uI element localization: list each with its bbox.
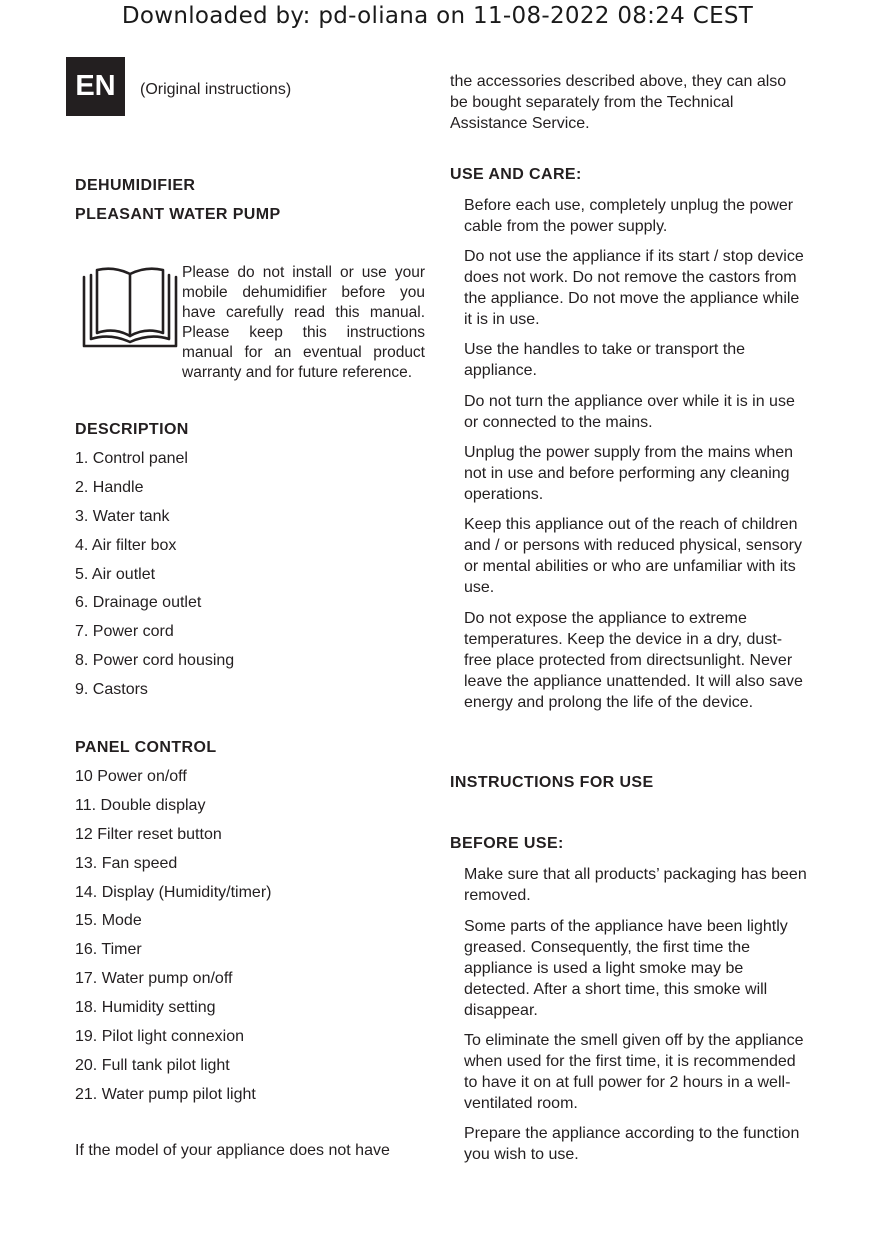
list-item: 17. Water pump on/off [75, 970, 233, 988]
intro-warning-text: Please do not install or use your mobile dehumidifier before you have carefully read this manual. Please keep this instructions manual for an eventual product warranty and for future reference. [182, 264, 425, 381]
list-item: 8. Power cord housing [75, 652, 235, 670]
list-item: 12 Filter reset button [75, 825, 222, 843]
list-item: 6. Drainage outlet [75, 594, 202, 612]
list-item: 11. Double display [75, 796, 206, 814]
instructions-for-use-heading: INSTRUCTIONS FOR USE [450, 774, 654, 791]
accessories-note-start: If the model of your appliance does not have [75, 1142, 390, 1159]
product-name-line2: PLEASANT WATER PUMP [75, 206, 281, 223]
download-watermark: Downloaded by: pd-oliana on 11-08-2022 08:24 CEST [121, 3, 754, 29]
list-item: 20. Full tank pilot light [75, 1056, 230, 1074]
use-care-paragraph: Before each use, completely unplug the power cable from the power supply. [464, 197, 794, 235]
panel-control-heading: PANEL CONTROL [75, 739, 217, 756]
list-item: 16. Timer [75, 941, 142, 959]
use-care-paragraph: Do not turn the appliance over while it is in use or connected to the mains. [464, 393, 795, 431]
use-care-paragraph: Keep this appliance out of the reach of children and / or persons with reduced physical, sensory or mental abilities or who are unfamiliar with its use. [464, 516, 802, 596]
use-care-paragraph: Do not use the appliance if its start / stop device does not work. Do not remove the castors from the appliance. Do not move the appliance while it is in use. [464, 248, 804, 328]
list-item: 13. Fan speed [75, 854, 178, 872]
use-care-paragraph: Unplug the power supply from the mains when not in use and before performing any cleaning operations. [464, 444, 794, 503]
before-use-paragraph: Prepare the appliance according to the function you wish to use. [464, 1125, 800, 1163]
before-use-paragraph: Some parts of the appliance have been lightly greased. Consequently, the first time the appliance is used a light smoke may be detected. After a short time, this smoke will disappear. [464, 918, 788, 1019]
before-use-paragraph: Make sure that all products’ packaging has been removed. [464, 866, 807, 904]
use-care-paragraph: Do not expose the appliance to extreme temperatures. Keep the device in a dry, dust-free place protected from directsunlight. Never leave the appliance unattended. It will also save energy and prolong the life of the device. [464, 610, 803, 711]
description-list [75, 449, 234, 709]
use-care-paragraph: Use the handles to take or transport the appliance. [464, 341, 746, 379]
list-item: 21. Water pump pilot light [75, 1085, 256, 1103]
description-heading: DESCRIPTION [75, 421, 189, 438]
panel-control-list [75, 767, 271, 1114]
list-item: 4. Air filter box [75, 536, 177, 554]
accessories-note-continued: the accessories described above, they can also be bought separately from the Technical Assistance Service. [450, 73, 787, 132]
list-item: 15. Mode [75, 912, 142, 930]
list-item: 18. Humidity setting [75, 999, 216, 1017]
read-manual-icon [82, 265, 178, 349]
product-name-line1: DEHUMIDIFIER [75, 177, 196, 194]
original-instructions-label: (Original instructions) [140, 81, 292, 98]
list-item: 14. Display (Humidity/timer) [75, 883, 272, 901]
language-badge: EN [66, 57, 125, 116]
before-use-paragraph: To eliminate the smell given off by the appliance when used for the first time, it is recommended to have it on at full power for 2 hours in a well-ventilated room. [464, 1032, 804, 1112]
before-use-heading: BEFORE USE: [450, 835, 564, 852]
list-item: 10 Power on/off [75, 768, 187, 785]
list-item: 1. Control panel [75, 450, 188, 467]
list-item: 5. Air outlet [75, 565, 156, 583]
list-item: 9. Castors [75, 681, 148, 699]
list-item: 19. Pilot light connexion [75, 1028, 244, 1046]
use-and-care-heading: USE AND CARE: [450, 166, 582, 183]
list-item: 7. Power cord [75, 623, 174, 641]
list-item: 2. Handle [75, 478, 144, 496]
list-item: 3. Water tank [75, 507, 170, 525]
